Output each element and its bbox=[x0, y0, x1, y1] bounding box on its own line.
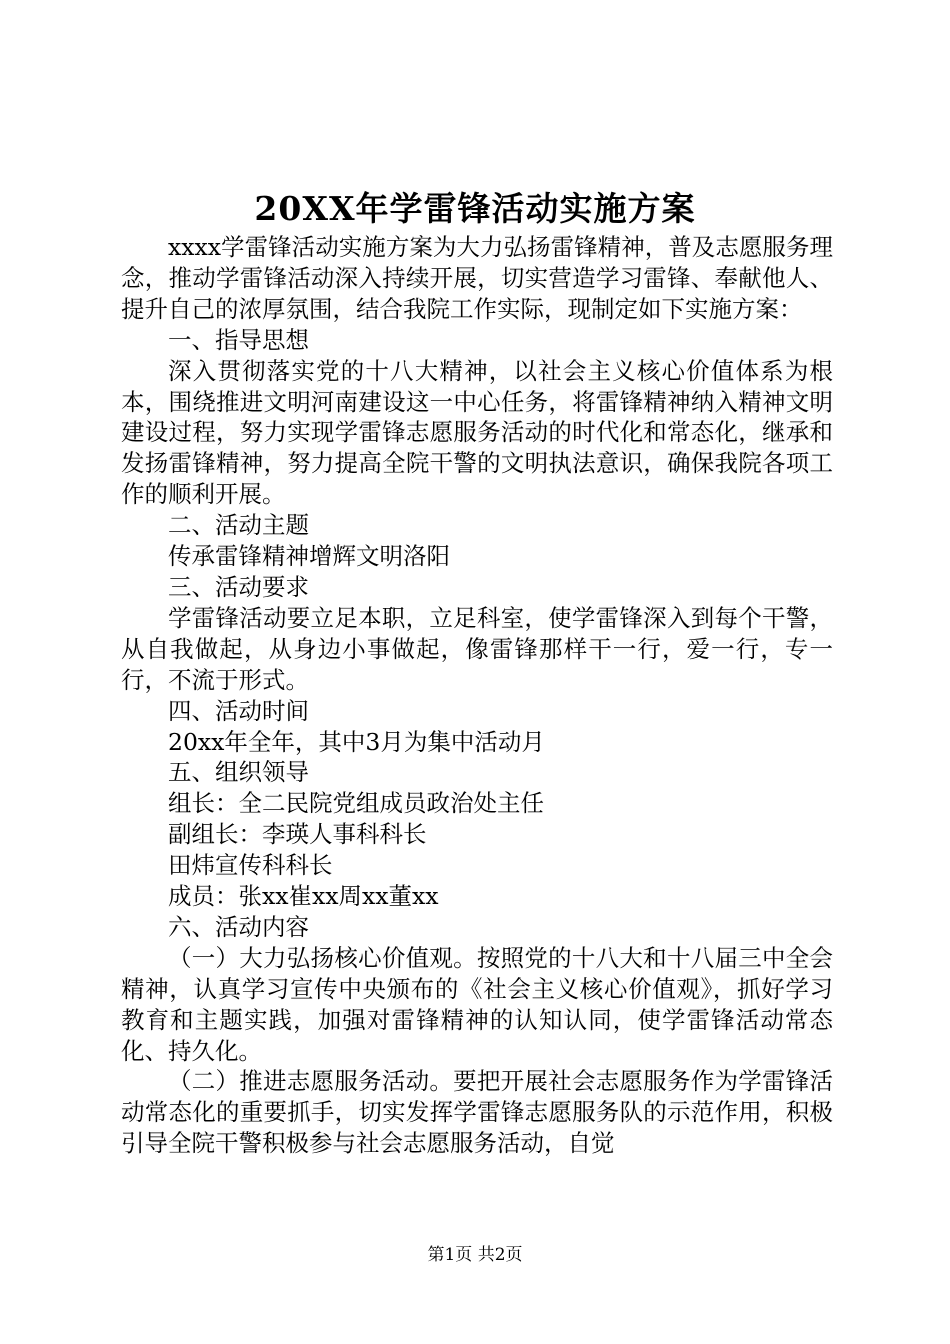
paragraph-members: 成员：张xx崔xx周xx董xx bbox=[168, 882, 439, 911]
document-title: 20XX年学雷锋活动实施方案 bbox=[254, 189, 696, 228]
section-heading-4: 四、活动时间 bbox=[168, 696, 309, 725]
page-footer: 第1页 共2页 bbox=[427, 1245, 523, 1265]
paragraph-deputy-leader: 副组长：李瑛人事科科长 bbox=[168, 820, 427, 849]
section-heading-1: 一、指导思想 bbox=[168, 325, 309, 354]
section-heading-5: 五、组织领导 bbox=[168, 758, 309, 787]
document-body bbox=[121, 232, 833, 1159]
paragraph-guiding-thought: 深入贯彻落实党的十八大精神，以社会主义核心价值体系为根本，围绕推进文明河南建设这一中心任务，将雷锋精神纳入精神文明建设过程，努力实现学雷锋志愿服务活动的时代化和常态化，继承和发扬雷锋精神，努力提高全院干警的文明执法意识，确保我院各项工作的顺利开展。 bbox=[121, 356, 833, 509]
paragraph-intro: xxxx学雷锋活动实施方案为大力弘扬雷锋精神，普及志愿服务理念，推动学雷锋活动深入持续开展，切实营造学习雷锋、奉献他人、提升自己的浓厚氛围，结合我院工作实际，现制定如下实施方案： bbox=[121, 233, 833, 323]
paragraph-theme: 传承雷锋精神增辉文明洛阳 bbox=[168, 542, 450, 571]
paragraph-time: 20xx年全年，其中3月为集中活动月 bbox=[168, 727, 545, 756]
paragraph-requirements: 学雷锋活动要立足本职，立足科室，使学雷锋深入到每个干警，从自我做起，从身边小事做起，像雷锋那样干一行，爱一行，专一行，不流于形式。 bbox=[121, 603, 833, 694]
paragraph-leader: 组长：全二民院党组成员政治处主任 bbox=[168, 789, 544, 818]
section-heading-6: 六、活动内容 bbox=[168, 912, 309, 941]
paragraph-deputy-leader-2: 田炜宣传科科长 bbox=[168, 851, 333, 880]
section-heading-2: 二、活动主题 bbox=[168, 511, 309, 540]
section-heading-3: 三、活动要求 bbox=[168, 572, 309, 601]
paragraph-content-1: （一）大力弘扬核心价值观。按照党的十八大和十八届三中全会精神，认真学习宣传中央颁布的《社会主义核心价值观》，抓好学习教育和主题实践，加强对雷锋精神的认知认同，使学雷锋活动常态化、持久化。 bbox=[121, 943, 833, 1065]
paragraph-content-2: （二）推进志愿服务活动。要把开展社会志愿服务作为学雷锋活动常态化的重要抓手，切实发挥学雷锋志愿服务队的示范作用，积极引导全院干警积极参与社会志愿服务活动，自觉 bbox=[121, 1067, 833, 1158]
